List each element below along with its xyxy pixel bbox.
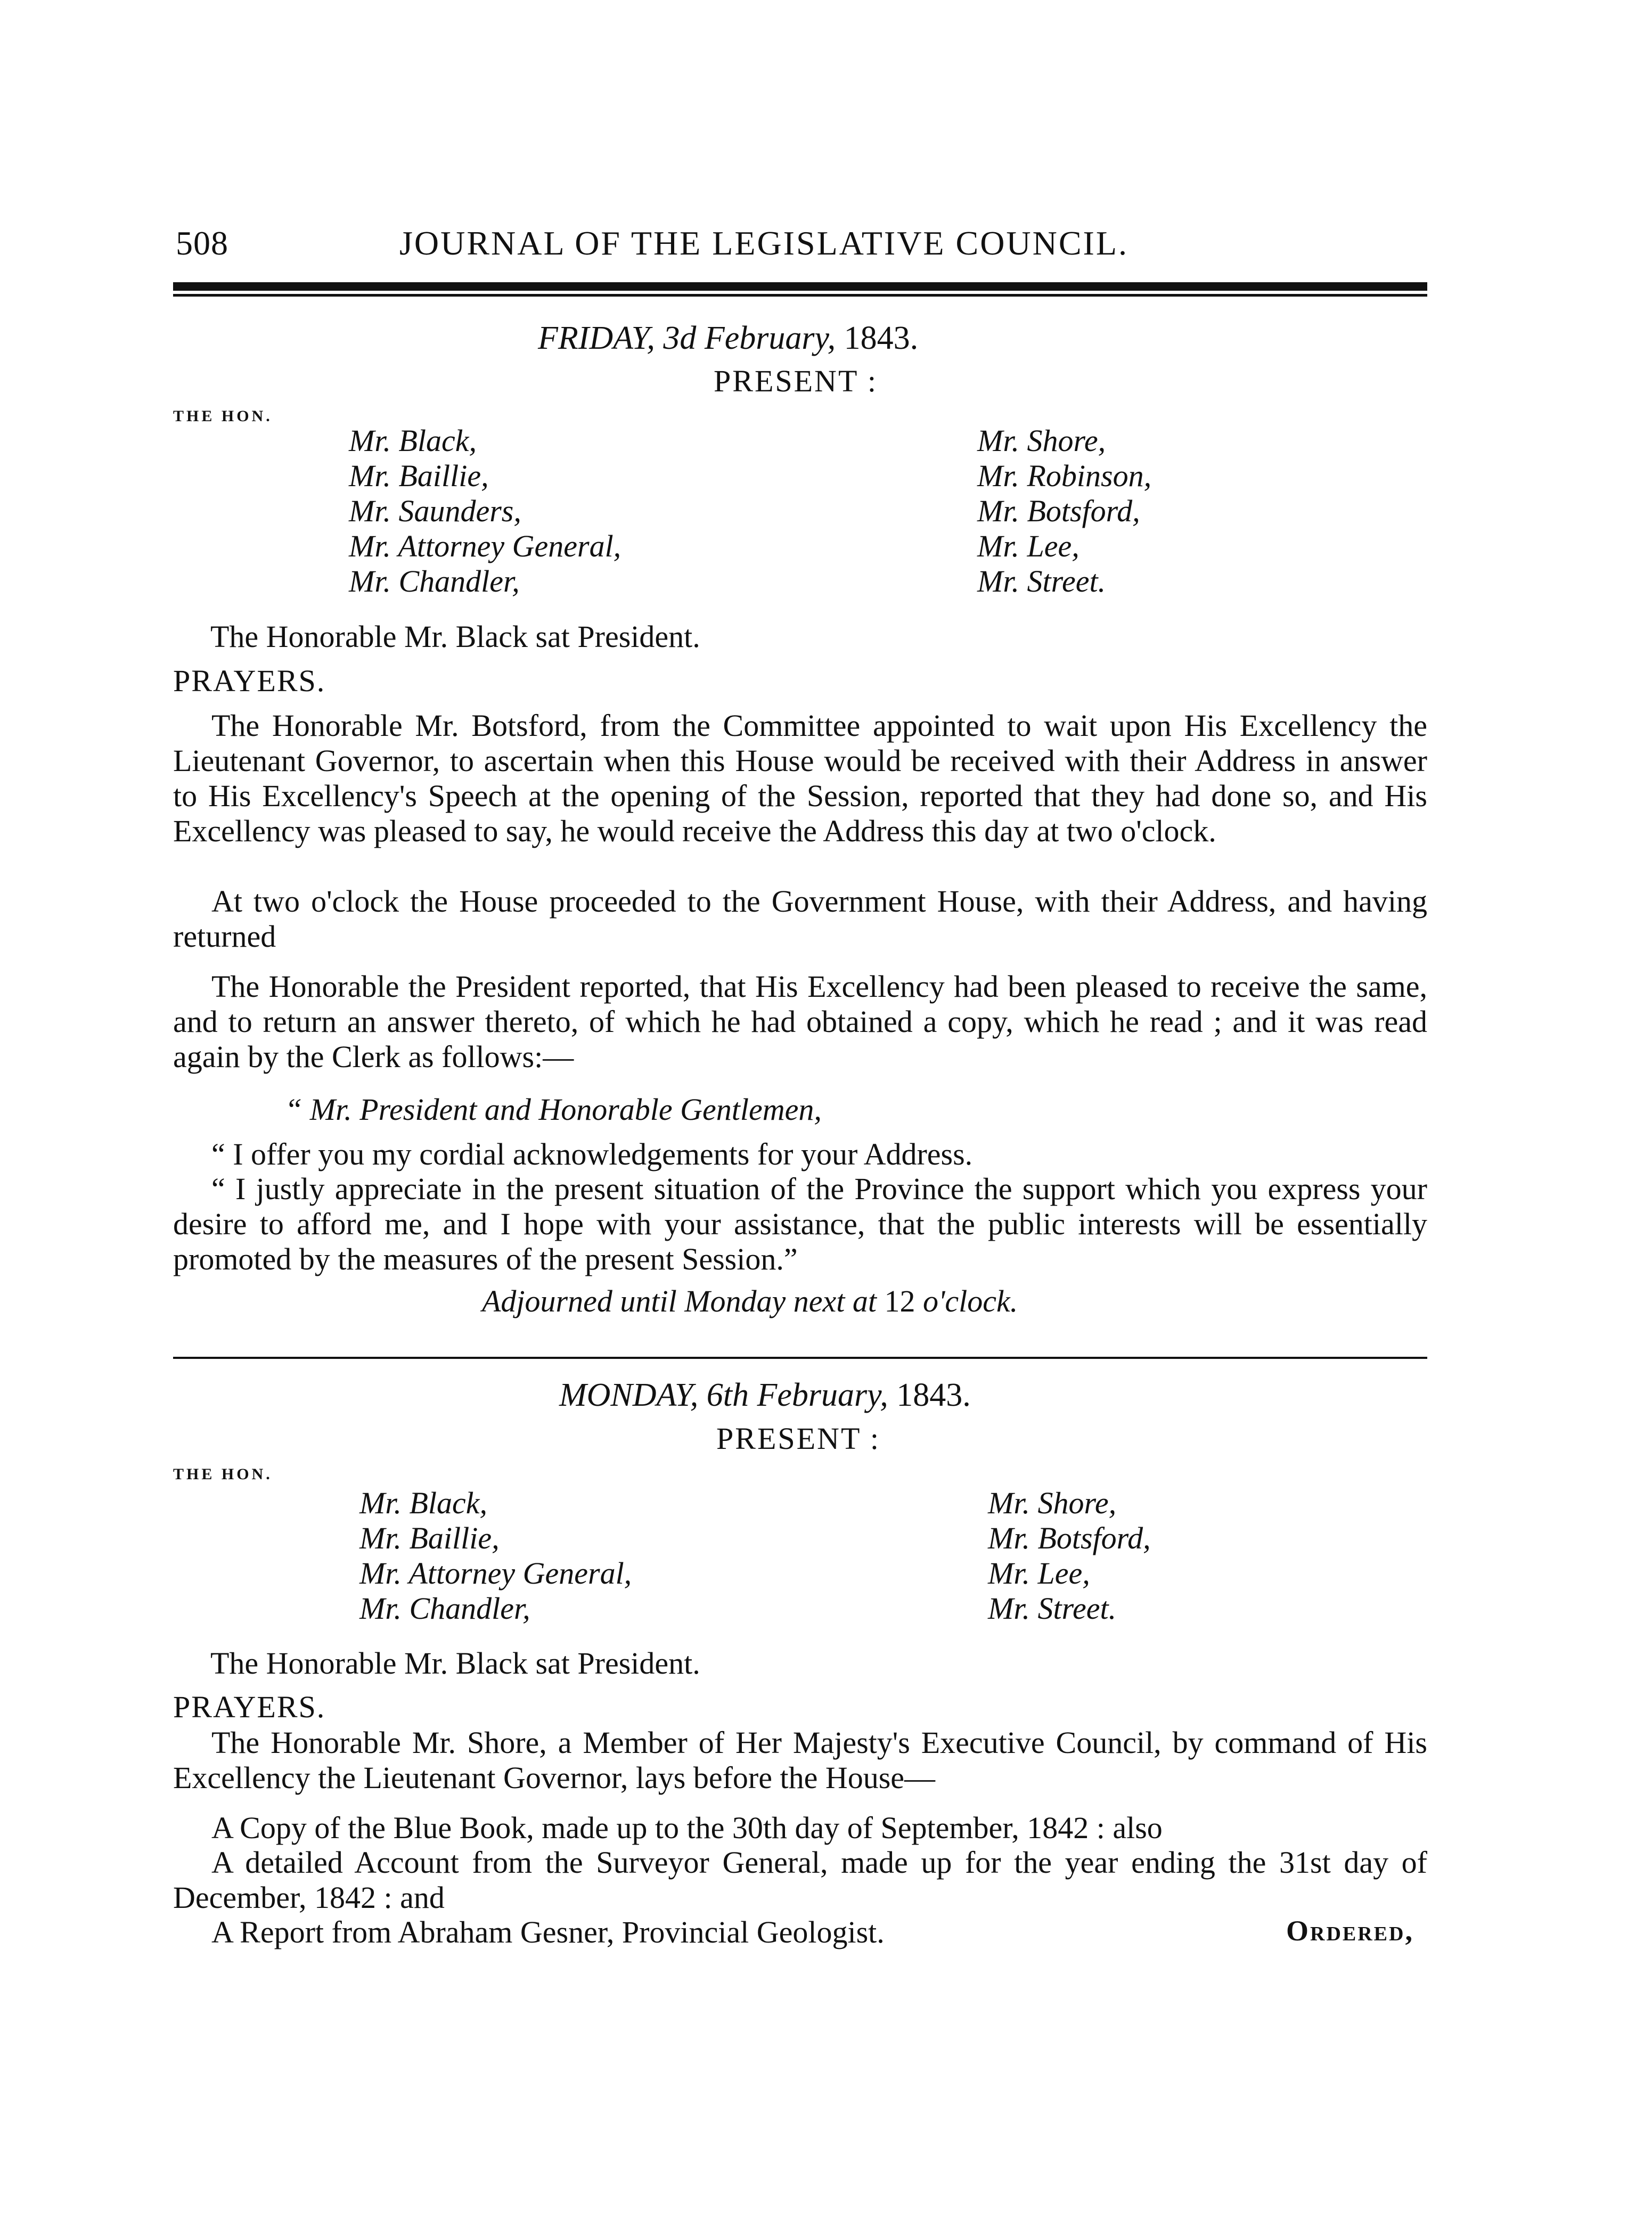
session-date-monday (559, 1376, 971, 1414)
date-text: MONDAY, 6th February, (559, 1377, 888, 1413)
session-date-friday (538, 319, 918, 357)
member-name: Mr. Black, (359, 1486, 487, 1520)
member-name: Mr. Street. (988, 1591, 1117, 1626)
journal-title: JOURNAL OF THE LEGISLATIVE COUNCIL. (399, 224, 1128, 262)
page-number: 508 (176, 224, 228, 262)
paragraph: At two o'clock the House proceeded to the Government House, with their Address, and having returned (173, 884, 1427, 954)
member-name: Mr. Baillie, (359, 1521, 500, 1555)
member-name: Mr. Lee, (977, 529, 1079, 563)
date-text: FRIDAY, 3d February, (538, 320, 836, 356)
prayers-heading: PRAYERS. (173, 1690, 326, 1724)
adjourned-tail: o'clock. (922, 1284, 1018, 1318)
adjourned-hour: 12 (884, 1284, 915, 1318)
header-rule-lower (173, 294, 1427, 297)
members-right (988, 1486, 1151, 1626)
member-name: Mr. Botsford, (988, 1521, 1151, 1555)
president-line: The Honorable Mr. Black sat President. (210, 1646, 700, 1681)
salutation: “ Mr. President and Honorable Gentlemen, (285, 1092, 822, 1127)
paragraph: The Honorable Mr. Botsford, from the Committee appointed to wait upon His Excellency the Lieutenant Governor, to ascertain when this House would be received with their Address in answer to His Excellency's Speech at the opening of the Session, reported that they had done so, and His Excellency was pleased to say, he would receive the Address this day at two o'clock. (173, 708, 1427, 848)
member-name: Mr. Robinson, (977, 458, 1152, 493)
quote-paragraph: “ I justly appreciate in the present situation of the Province the support which you express your desire to afford me, and I hope with your assistance, that the public interests will be essentially promoted by the measures of the present Session.” (173, 1171, 1427, 1276)
present-heading: PRESENT : (714, 364, 878, 398)
adjournment-line (482, 1283, 1018, 1319)
member-name: Mr. Black, (349, 423, 477, 458)
paragraph: The Honorable Mr. Shore, a Member of Her Majesty's Executive Council, by command of His Excellency the Lieutenant Governor, lays before the House— (173, 1725, 1427, 1795)
quote-line: “ I offer you my cordial acknowledgements for your Address. (211, 1137, 973, 1171)
member-name: Mr. Shore, (977, 423, 1106, 458)
prayers-heading: PRAYERS. (173, 663, 326, 698)
member-name: Mr. Saunders, (349, 494, 521, 528)
present-heading: PRESENT : (716, 1421, 880, 1456)
member-name: Mr. Lee, (988, 1556, 1090, 1591)
section-divider (173, 1357, 1427, 1359)
adjourned-text: Adjourned until Monday next at (482, 1284, 877, 1318)
member-name: Mr. Chandler, (359, 1591, 530, 1626)
ordered-label: Ordered, (1286, 1915, 1414, 1947)
president-line: The Honorable Mr. Black sat President. (210, 619, 700, 654)
member-name: Mr. Attorney General, (349, 529, 621, 563)
member-name: Mr. Chandler, (349, 564, 520, 599)
members-right (977, 423, 1151, 599)
members-left (349, 423, 621, 599)
date-year: 1843. (896, 1377, 971, 1413)
date-year: 1843. (844, 320, 919, 356)
members-left (359, 1486, 632, 1626)
hon-label: THE HON. (173, 407, 273, 425)
member-name: Mr. Attorney General, (359, 1556, 632, 1591)
list-item: A Copy of the Blue Book, made up to the 30th day of September, 1842 : also (211, 1810, 1163, 1845)
paragraph: The Honorable the President reported, that His Excellency had been pleased to receive the same, and to return an answer thereto, of which he had obtained a copy, which he read ; and it was read again by the Clerk as follows:— (173, 969, 1427, 1074)
member-name: Mr. Baillie, (349, 458, 489, 493)
hon-label: THE HON. (173, 1465, 273, 1483)
member-name: Mr. Shore, (988, 1486, 1117, 1520)
header-rule (173, 282, 1427, 291)
member-name: Mr. Street. (977, 564, 1106, 599)
list-item: A Report from Abraham Gesner, Provincial Geologist. (211, 1915, 885, 1949)
member-name: Mr. Botsford, (977, 494, 1140, 528)
list-item: A detailed Account from the Surveyor General, made up for the year ending the 31st day of December, 1842 : and (173, 1845, 1427, 1915)
